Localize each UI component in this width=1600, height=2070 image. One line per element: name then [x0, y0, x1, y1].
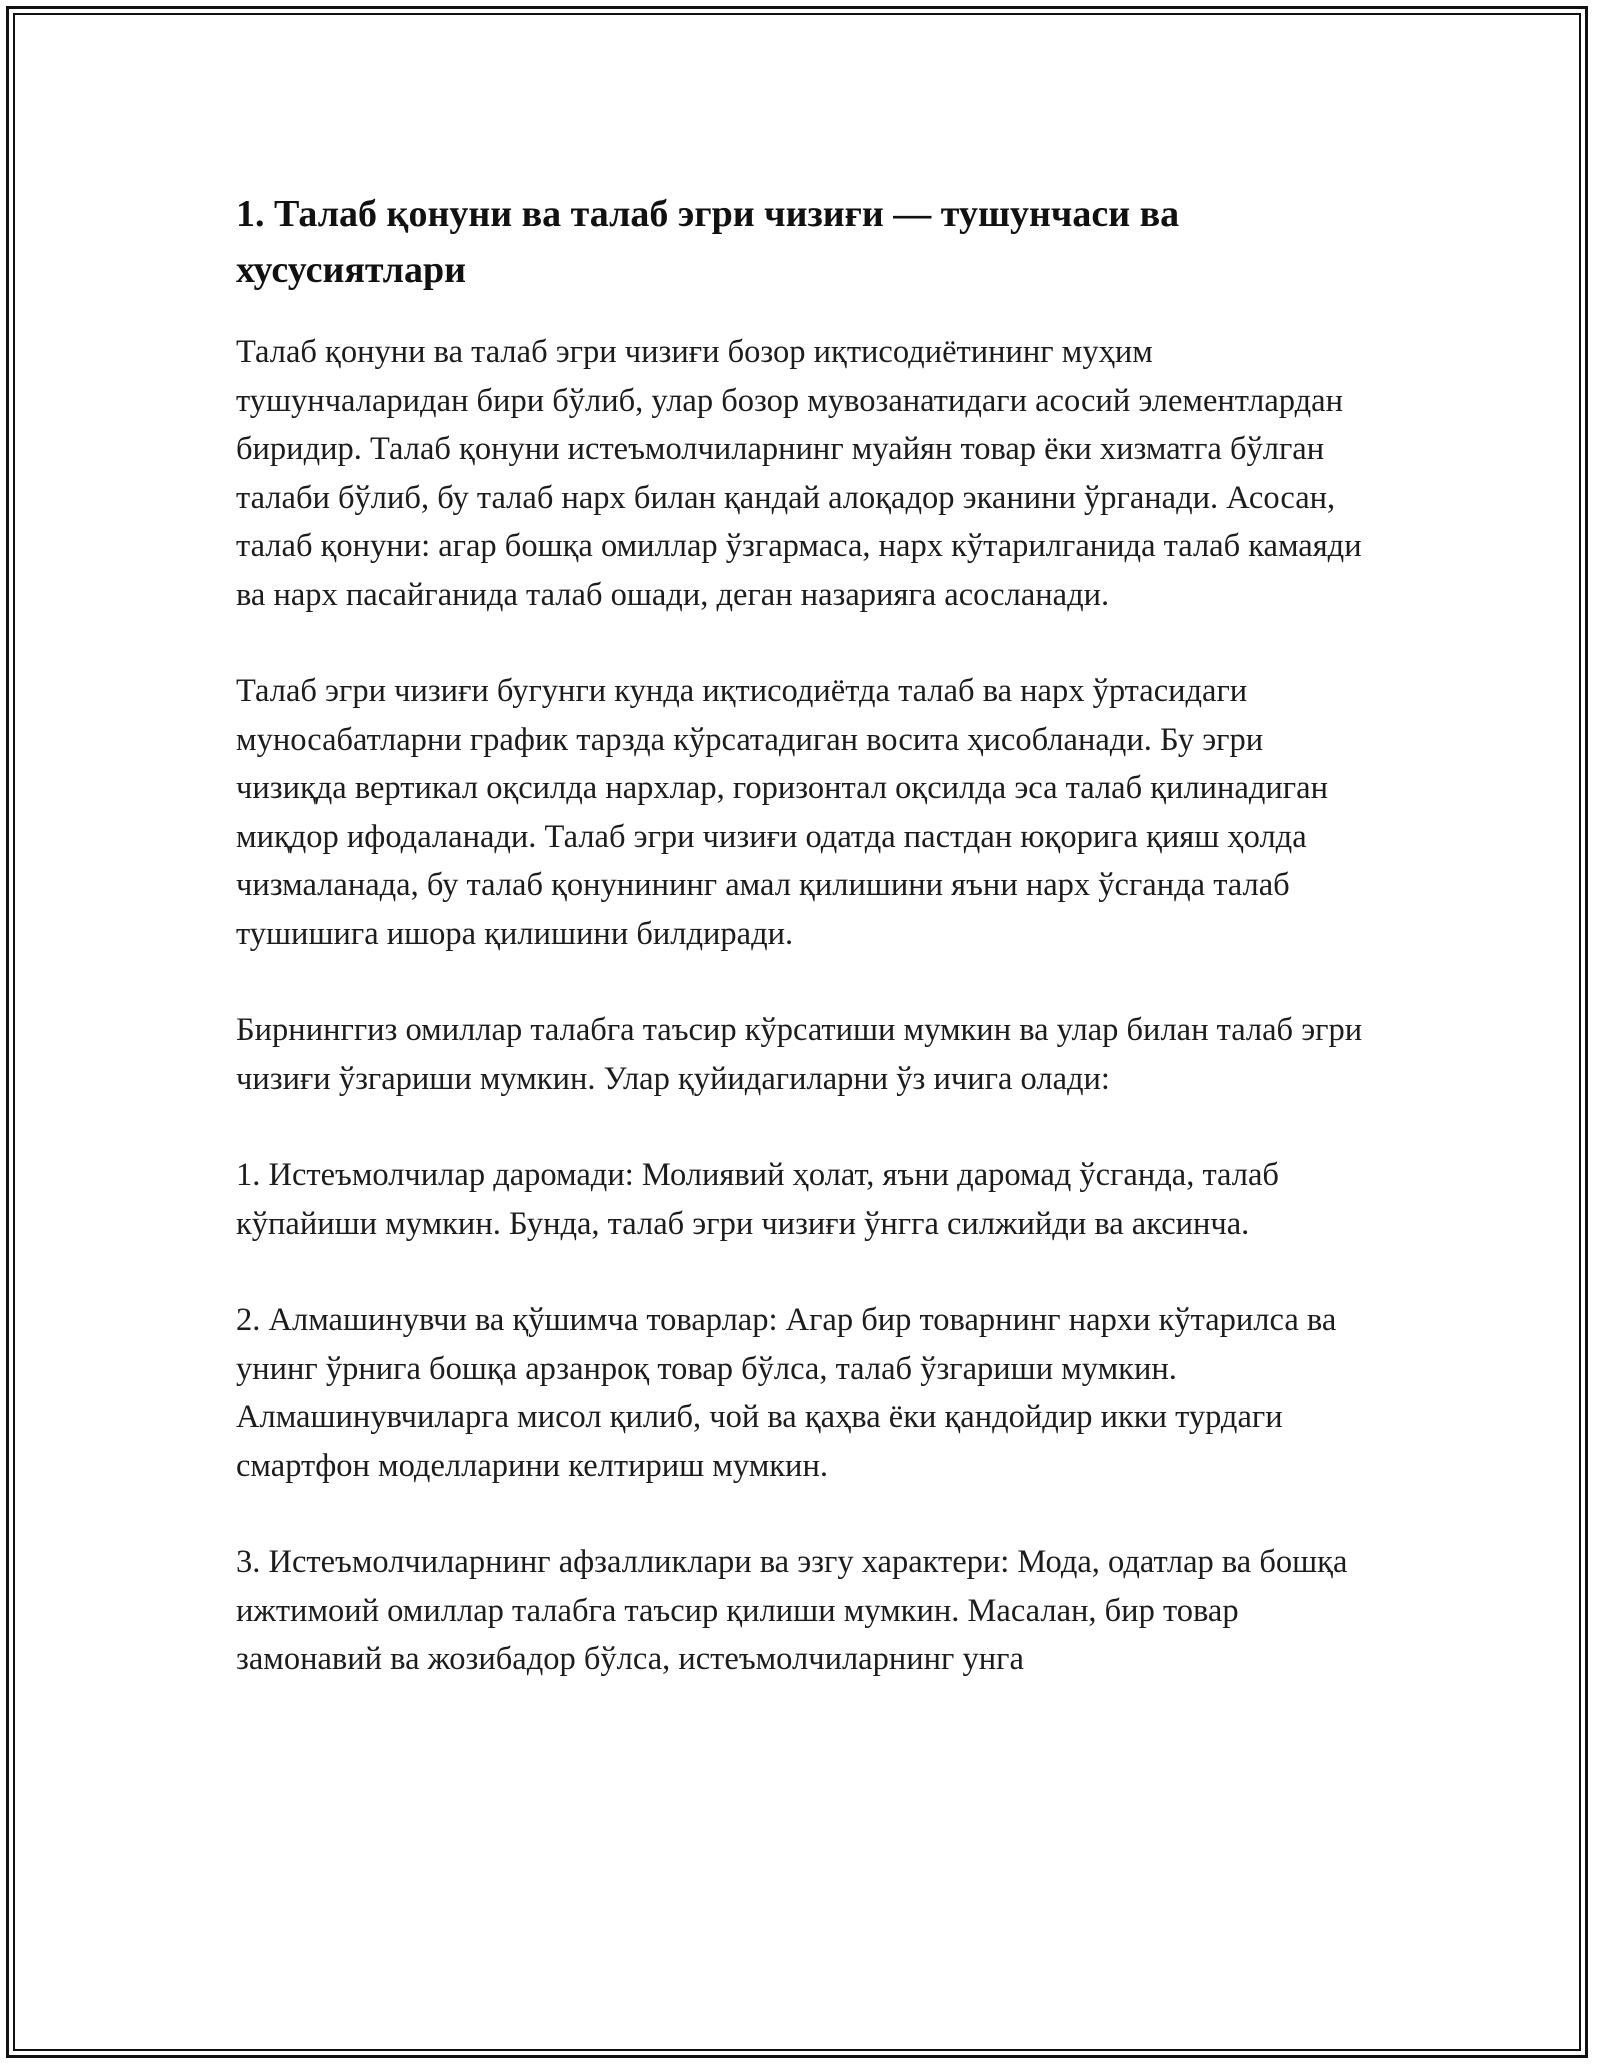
- section-heading: 1. Талаб қонуни ва талаб эгри чизиғи — тушунчаси ва хусусиятлари: [236, 193, 1180, 291]
- paragraph-demand-curve: Талаб эгри чизиғи бугунги кунда иқтисодиётда талаб ва нарх ўртасидаги муносабатларни график тарзда кўрсатадиган восита ҳисобланади. Бу эгри чизиқда вертикал оқсилда нархлар, горизонтал оқсилда эса талаб қилинадиган миқдор ифодаланади. Талаб эгри чизиғи одатда пастдан юқорига қияш ҳолда чизмаланада, бу талаб қонунининг амал қилишини яъни нарх ўсганда талаб тушишига ишора қилишини билдиради.: [236, 673, 1328, 952]
- list-item-substitutes: 2. Алмашинувчи ва қўшимча товарлар: Агар бир товарнинг нархи кўтарилса ва унинг ўрнига бошқа арзанроқ товар бўлса, талаб ўзгариши мумкин. Алмашинувчиларга мисол қилиб, чой ва қаҳва ёки қандойдир икки турдаги смартфон моделларини келтириш мумкин.: [236, 1302, 1337, 1484]
- document-body: [236, 186, 1376, 1732]
- list-item-preferences: 3. Истеъмолчиларнинг афзалликлари ва эзгу характери: Мода, одатлар ва бошқа ижтимоий омиллар талабга таъсир қилиши мумкин. Масалан, бир товар замонавий ва жозибадор бўлса, истеъмолчиларнинг унга: [236, 1544, 1348, 1677]
- paragraph-demand-law: Талаб қонуни ва талаб эгри чизиғи бозор иқтисодиётининг муҳим тушунчаларидан бири бўлиб, улар бозор мувозанатидаги асосий элементлардан биридир. Талаб қонуни истеъмолчиларнинг муайян товар ёки хизматга бўлган талаби бўлиб, бу талаб нарх билан қандай алоқадор эканини ўрганади. Асосан, талаб қонуни: агар бошқа омиллар ўзгармаса, нарх кўтарилганида талаб камаяди ва нарх пасайганида талаб ошади, деган назарияга асосланади.: [236, 334, 1362, 613]
- paragraph-factors-intro: Бирнинггиз омиллар талабга таъсир кўрсатиши мумкин ва улар билан талаб эгри чизиғи ўзгариши мумкин. Улар қуйидагиларни ўз ичига олади:: [236, 1012, 1363, 1097]
- list-item-income: 1. Истеъмолчилар даромади: Молиявий ҳолат, яъни даромад ўсганда, талаб кўпайиши мумкин. Бунда, талаб эгри чизиғи ўнгга силжийди ва аксинча.: [236, 1157, 1279, 1242]
